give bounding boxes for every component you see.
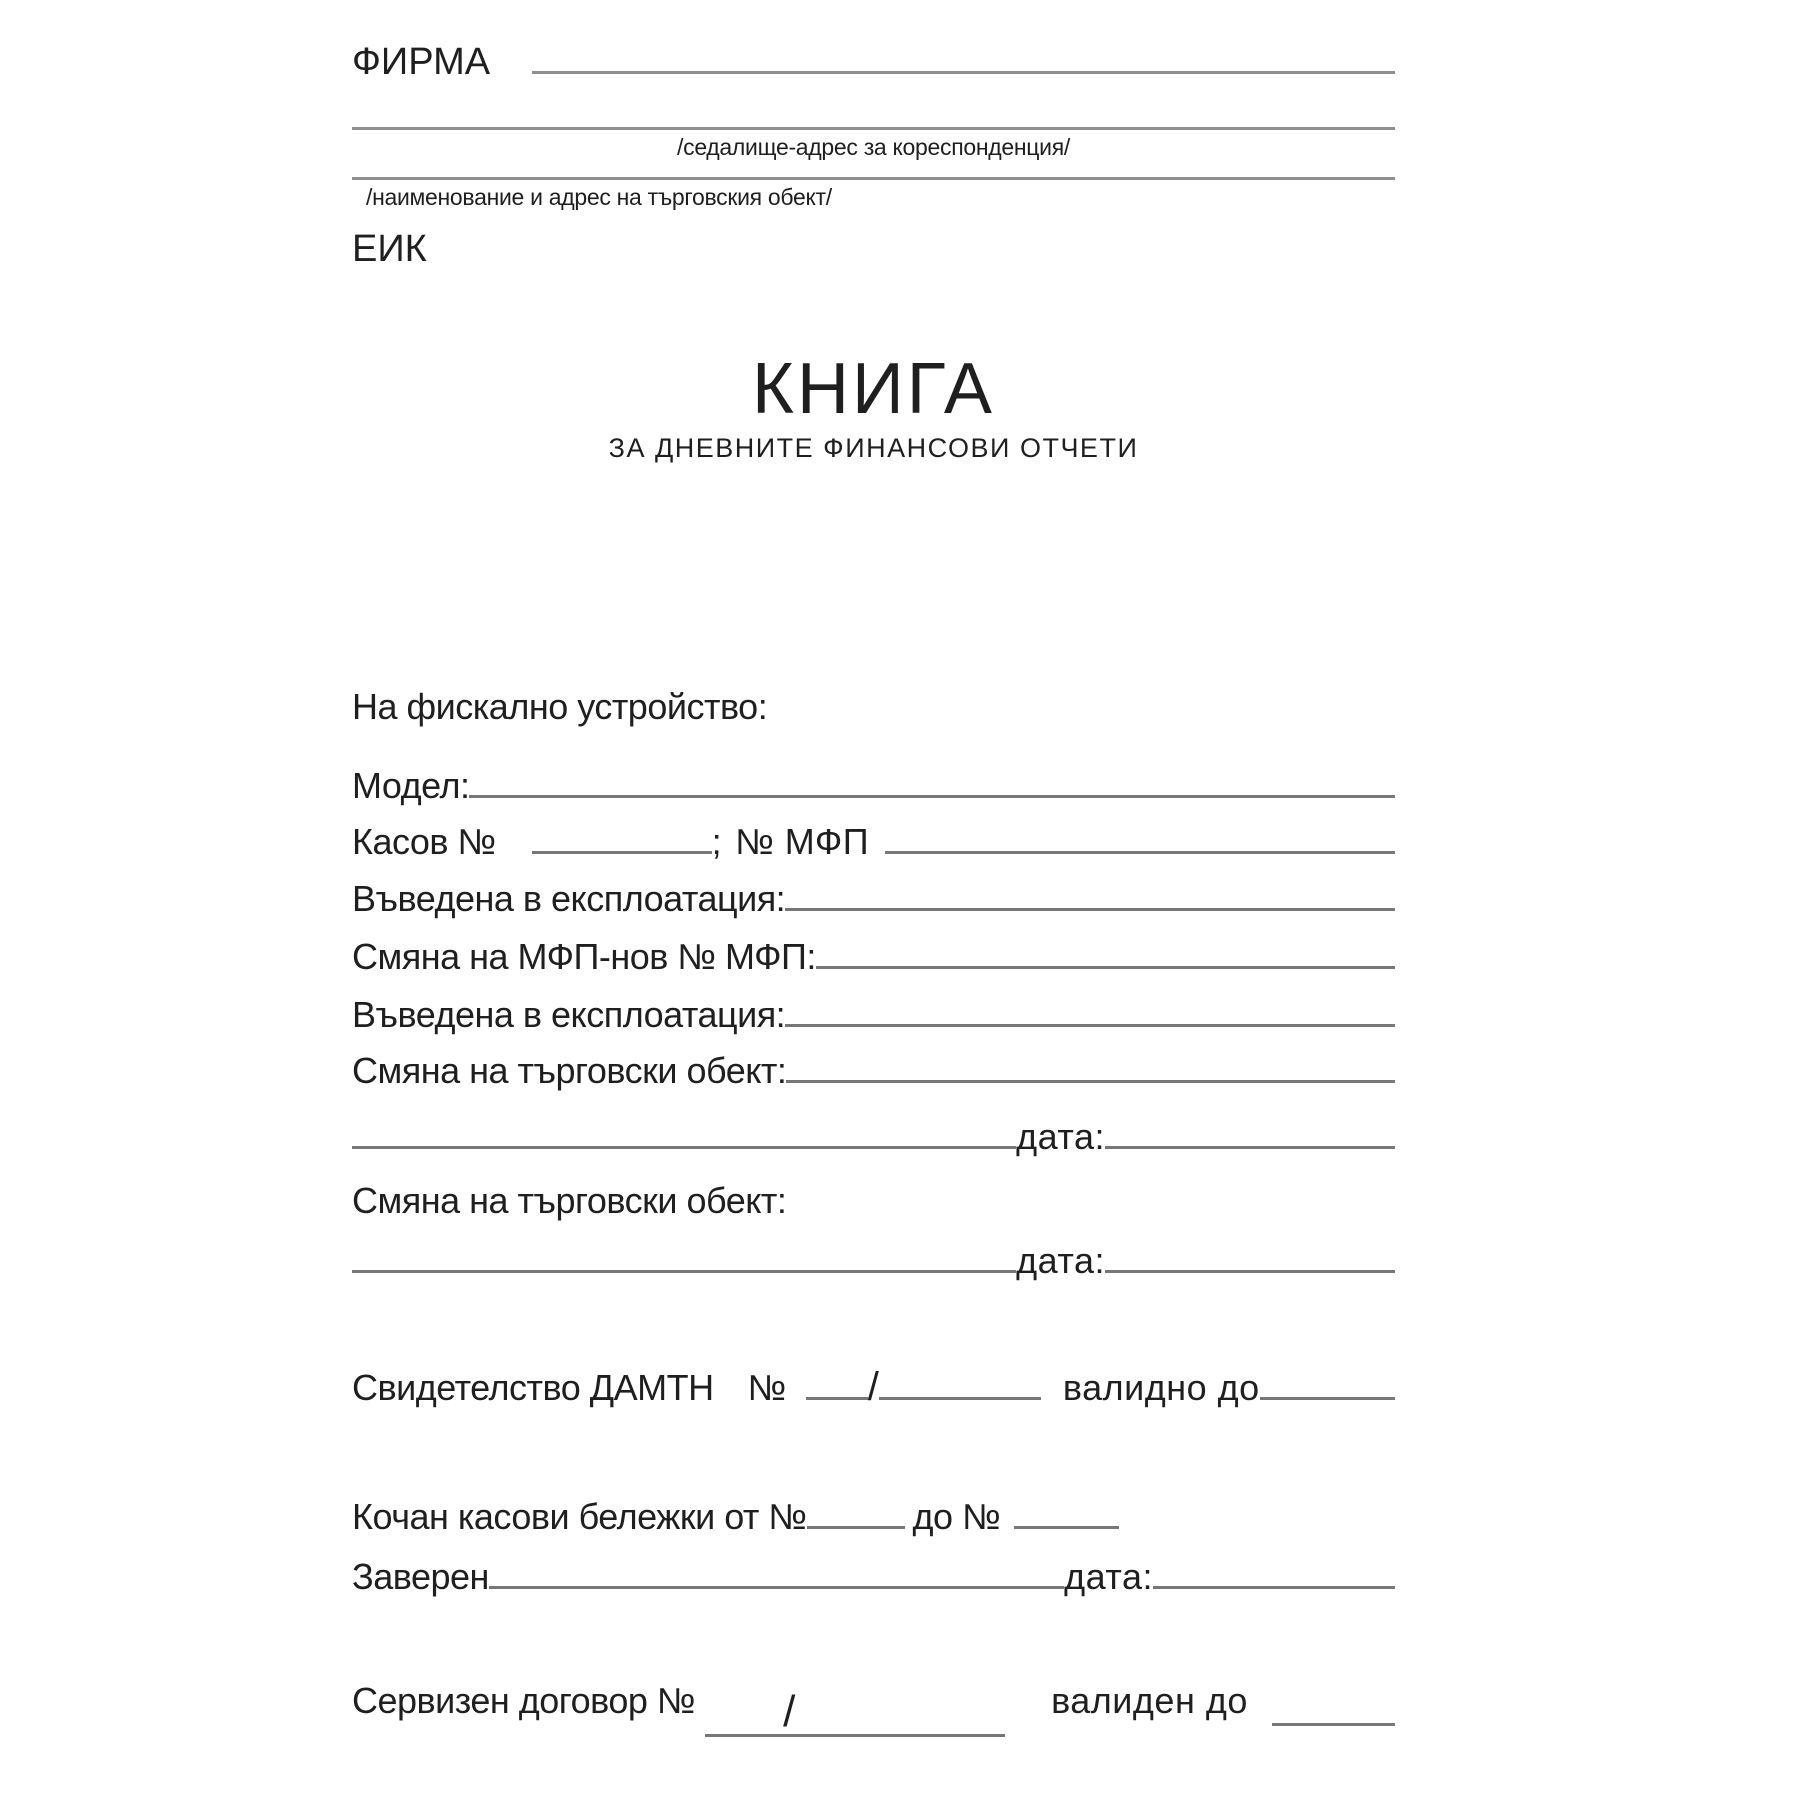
certified-date-label: дата: — [1064, 1556, 1153, 1597]
site-change2-date-row — [352, 1239, 1395, 1283]
receipt-pad-row — [352, 1495, 1395, 1539]
site-change2-blank-line — [352, 1269, 1016, 1273]
service-valid-blank-line — [1272, 1722, 1395, 1726]
mfp-change-blank-line — [816, 965, 1395, 969]
date-blank-line — [1105, 1145, 1395, 1149]
device-section-row — [352, 685, 1395, 729]
service-contract-slash: / — [783, 1687, 796, 1736]
commissioned2-row — [352, 993, 1395, 1037]
page-title: КНИГА — [752, 349, 995, 429]
certificate-slash: / — [867, 1365, 879, 1409]
commissioned-blank-line — [785, 907, 1395, 911]
commissioned2-blank-line — [785, 1023, 1395, 1027]
commissioned-label: Въведена в експлоатация: — [352, 878, 786, 919]
certificate-valid-blank-line — [1260, 1396, 1395, 1400]
model-blank-line — [469, 794, 1395, 798]
company-row — [352, 40, 1395, 84]
service-contract-label: Сервизен договор № — [352, 1680, 696, 1721]
mfp-no-blank-line — [885, 850, 1395, 854]
correspondence-address-blank-line — [352, 127, 1395, 130]
date-label: дата: — [1016, 1116, 1105, 1157]
date2-blank-line — [1105, 1269, 1395, 1273]
title-block — [352, 349, 1395, 464]
site-name-blank-line — [352, 177, 1395, 180]
eik-label: ЕИК — [352, 228, 427, 270]
certified-date-blank-line — [1153, 1585, 1395, 1589]
receipt-to-blank-line — [1014, 1525, 1119, 1529]
certificate-no-label: № — [747, 1367, 786, 1408]
site-change-row — [352, 1049, 1395, 1093]
service-valid-label: валиден до — [1051, 1680, 1248, 1721]
certificate-valid-label: валидно до — [1062, 1367, 1260, 1408]
cash-no-label: Касов № — [352, 821, 496, 862]
certified-row — [352, 1555, 1395, 1599]
certified-label: Заверен — [352, 1556, 489, 1597]
model-label: Модел: — [352, 765, 470, 806]
certificate-no2-blank-line — [879, 1396, 1041, 1400]
commissioned-row — [352, 877, 1395, 921]
correspondence-address-caption: /седалище-адрес за кореспонденция/ — [677, 134, 1070, 160]
service-contract-no-blank-line — [705, 1687, 1005, 1737]
mfp-no-label: № МФП — [735, 821, 870, 862]
site-change-blank-line — [786, 1079, 1395, 1083]
model-row — [352, 764, 1395, 808]
separator-semicolon: ; — [711, 821, 722, 862]
page-subtitle: ЗА ДНЕВНИТЕ ФИНАНСОВИ ОТЧЕТИ — [608, 433, 1139, 463]
company-name-blank-line — [532, 70, 1395, 74]
commissioned2-label: Въведена в експлоатация: — [352, 994, 786, 1035]
site-name-caption: /наименование и адрес на търговския обект/ — [366, 184, 832, 210]
certificate-row — [352, 1365, 1395, 1409]
site-change-continue-blank-line — [352, 1145, 1016, 1149]
mfp-change-label: Смяна на МФП-нов № МФП: — [352, 936, 816, 977]
site-change-date-row — [352, 1115, 1395, 1159]
receipt-to-label: до № — [912, 1496, 1001, 1537]
company-label: ФИРМА — [352, 41, 491, 83]
service-contract-row — [352, 1677, 1395, 1736]
cash-no-blank-line — [532, 850, 712, 854]
receipt-pad-label: Кочан касови бележки от № — [352, 1496, 807, 1537]
eik-row — [352, 227, 1395, 271]
mfp-change-row — [352, 935, 1395, 979]
site-change2-row — [352, 1179, 1395, 1223]
certificate-no-blank-line — [806, 1396, 868, 1400]
site-change-label: Смяна на търговски обект: — [352, 1050, 787, 1091]
site-change2-label: Смяна на търговски обект: — [352, 1180, 787, 1221]
cash-number-row — [352, 820, 1395, 864]
date2-label: дата: — [1016, 1240, 1105, 1281]
certificate-label: Свидетелство ДАМТН — [352, 1367, 714, 1408]
certified-blank-line — [489, 1585, 1064, 1589]
page-content — [352, 0, 1395, 1800]
device-section-label: На фискално устройство: — [352, 686, 768, 727]
receipt-from-blank-line — [807, 1525, 905, 1529]
